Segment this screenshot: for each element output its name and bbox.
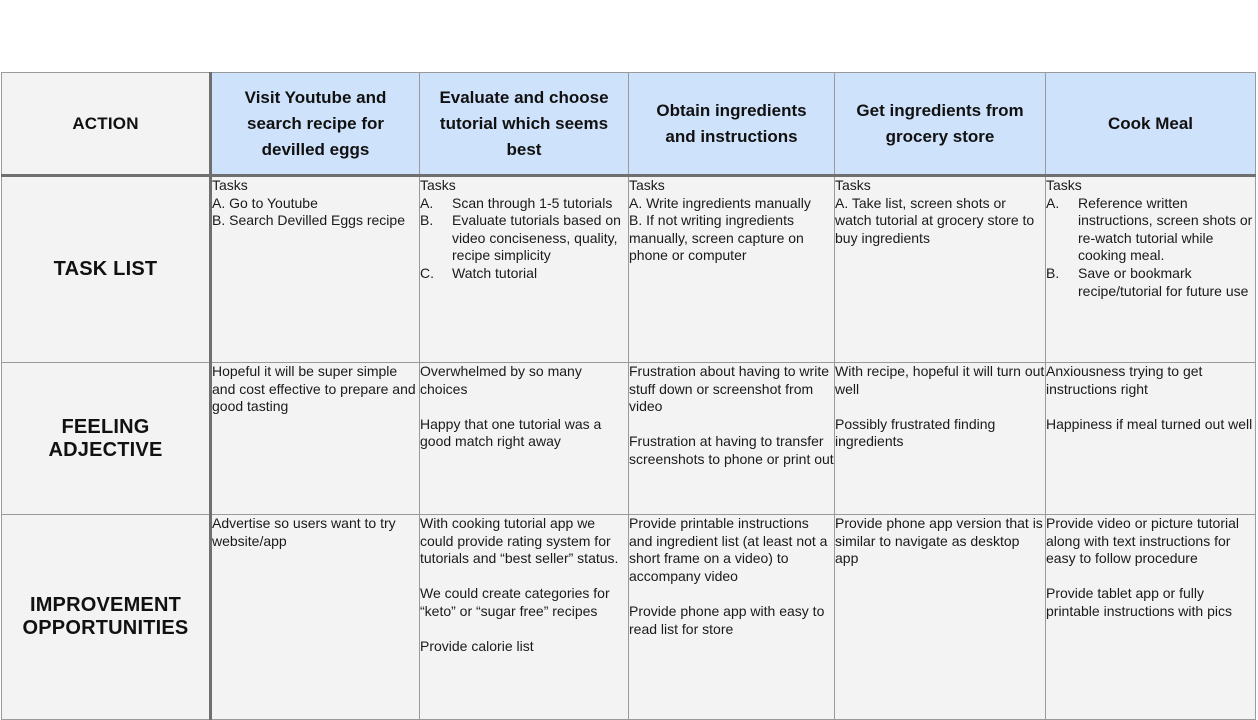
improvement-text: Provide video or picture tutorial along with text instructions for easy to follow procedure [1046, 515, 1239, 567]
feeling-text: Frustration at having to transfer screenshots to phone or print out [629, 433, 834, 467]
row-label-line: ADJECTIVE [48, 438, 163, 461]
list-marker: B. [420, 212, 434, 229]
improvement-row [2, 515, 1256, 720]
feeling-cell-5 [1046, 363, 1256, 515]
list-marker: B. [1046, 264, 1060, 281]
improvement-cell-1 [211, 515, 420, 720]
improvement-text: With cooking tutorial app we could provide rating system for tutorials and “best seller” status. [420, 515, 619, 567]
task-item: B. Search Devilled Eggs recipe [212, 212, 405, 229]
step-header-4: Get ingredients from grocery store [835, 73, 1046, 176]
task-item-list [1046, 195, 1255, 301]
improvement-text: Provide phone app with easy to read list for store [629, 602, 825, 637]
improvement-cell-4 [835, 515, 1046, 720]
task-item: A. Write ingredients manually [629, 194, 811, 211]
feeling-text: With recipe, hopeful it will turn out well [835, 363, 1045, 397]
row-label-line: IMPROVEMENT [29, 594, 182, 616]
row-label-action: ACTION [2, 73, 211, 176]
feeling-cell-1 [211, 363, 420, 515]
feeling-text: Anxiousness trying to get instructions right [1046, 363, 1203, 397]
task-title: Tasks [835, 177, 871, 193]
improvement-cell-5 [1046, 515, 1256, 720]
task-title: Tasks [420, 177, 456, 193]
task-cell-1 [211, 176, 420, 363]
task-item [420, 195, 628, 213]
task-item-text: Watch tutorial [452, 264, 538, 281]
list-marker: C. [420, 264, 434, 281]
action-row [2, 73, 1256, 176]
row-label-line: FEELING [61, 415, 150, 438]
task-cell-4 [835, 176, 1046, 363]
list-marker: A. [420, 194, 434, 211]
row-label-task-list: TASK LIST [2, 176, 211, 363]
task-list-row [2, 176, 1256, 363]
improvement-text: We could create categories for “keto” or “sugar free” recipes [420, 585, 610, 619]
improvement-text: Provide printable instructions and ingredient list (at least not a short frame on a video) to accompany video [629, 515, 828, 584]
feeling-text: Overwhelmed by so many choices [420, 363, 582, 397]
improvement-cell-3 [629, 515, 835, 720]
task-item-text: Scan through 1-5 tutorials [452, 194, 613, 211]
improvement-cell-2 [420, 515, 629, 720]
improvement-text: Provide tablet app or fully printable instructions with pics [1046, 585, 1232, 619]
row-label-feeling [2, 363, 211, 515]
task-item-list [420, 195, 628, 283]
step-header-1: Visit Youtube and search recipe for devilled eggs [211, 73, 420, 176]
task-title: Tasks [629, 177, 665, 193]
feeling-cell-3 [629, 363, 835, 515]
task-cell-5 [1046, 176, 1256, 363]
task-item [1046, 265, 1255, 300]
task-item: A. Go to Youtube [212, 194, 318, 211]
list-marker: A. [1046, 194, 1060, 211]
task-cell-2 [420, 176, 629, 363]
improvement-text: Provide calorie list [420, 638, 534, 655]
journey-map-table [1, 72, 1256, 720]
task-title: Tasks [1046, 177, 1082, 193]
step-header-5: Cook Meal [1046, 73, 1256, 176]
task-item: B. If not writing ingredients manually, screen capture on phone or computer [629, 212, 804, 264]
feeling-text: Happiness if meal turned out well [1046, 415, 1253, 432]
task-item: A. Take list, screen shots or watch tutorial at grocery store to buy ingredients [835, 194, 1035, 246]
step-header-2: Evaluate and choose tutorial which seems best [420, 73, 629, 176]
task-item-text: Reference written instructions, screen shots or re-watch tutorial while cooking meal. [1078, 194, 1253, 264]
feeling-row [2, 363, 1256, 515]
feeling-cell-2 [420, 363, 629, 515]
task-item-text: Evaluate tutorials based on video conciseness, quality, recipe simplicity [452, 212, 621, 264]
feeling-text: Possibly frustrated finding ingredients [835, 415, 996, 450]
task-cell-3 [629, 176, 835, 363]
feeling-text: Hopeful it will be super simple and cost effective to prepare and good tasting [212, 363, 416, 415]
feeling-text: Frustration about having to write stuff down or screenshot from video [629, 363, 829, 415]
step-header-3: Obtain ingredients and instructions [629, 73, 835, 176]
task-item-text: Save or bookmark recipe/tutorial for future use [1078, 264, 1249, 299]
task-item [420, 265, 628, 283]
task-title: Tasks [212, 177, 248, 193]
row-label-line: OPPORTUNITIES [22, 617, 189, 639]
improvement-text: Advertise so users want to try website/app [212, 515, 396, 549]
row-label-improvement [2, 515, 211, 720]
feeling-text: Happy that one tutorial was a good match right away [420, 415, 602, 450]
task-item [420, 212, 628, 265]
feeling-cell-4 [835, 363, 1046, 515]
improvement-text: Provide phone app version that is similar to navigate as desktop app [835, 515, 1043, 567]
task-item [1046, 195, 1255, 265]
